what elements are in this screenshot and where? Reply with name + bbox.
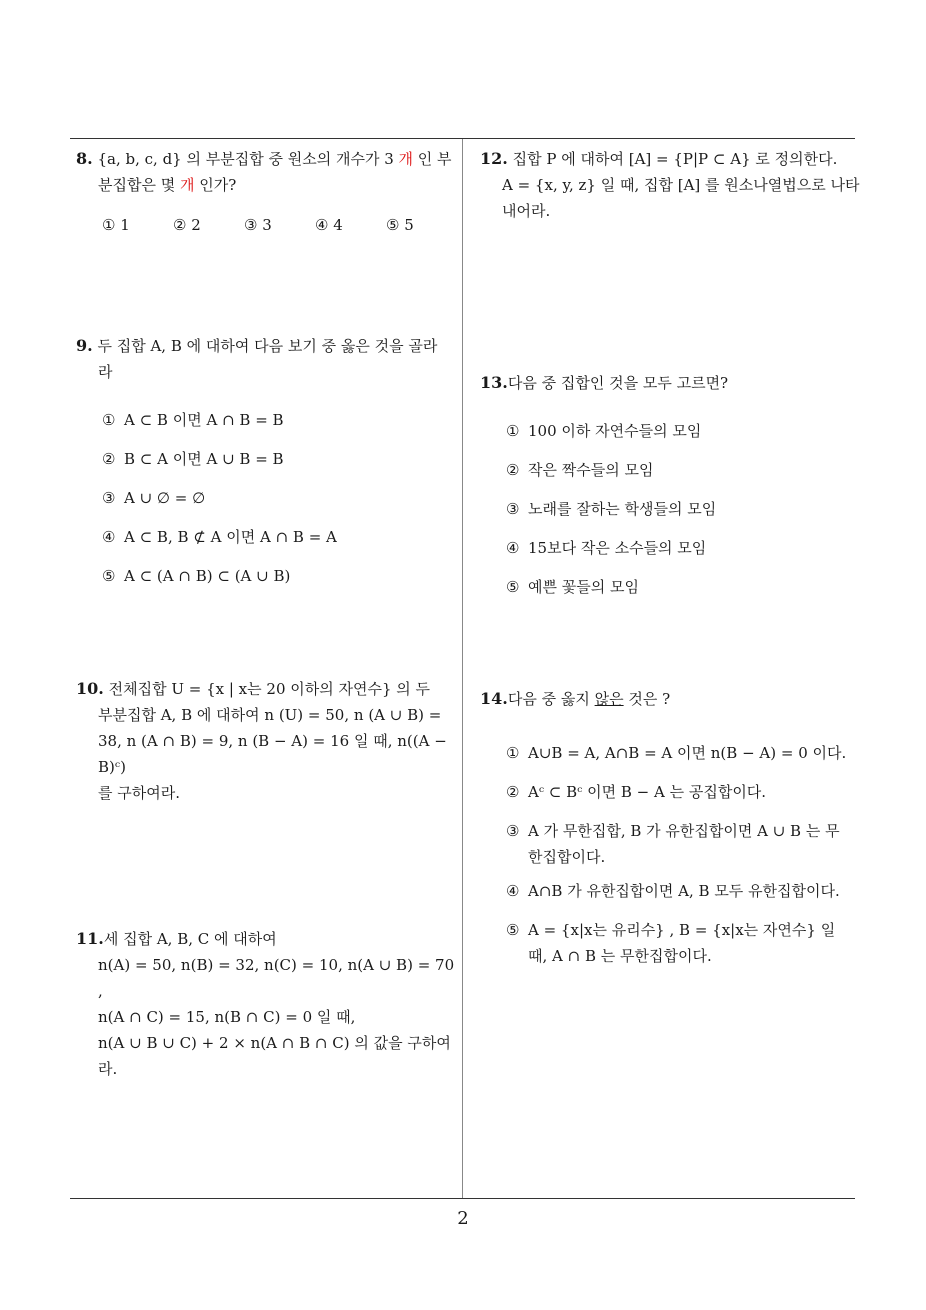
- question-9-options: [76, 407, 462, 602]
- option-1[interactable]: ① A∪B = A, A∩B = A 이면 n(B − A) = 0 이다.: [506, 744, 847, 762]
- option-2[interactable]: ② Aᶜ ⊂ Bᶜ 이면 B − A 는 공집합이다.: [506, 783, 767, 801]
- option-3[interactable]: ③ A ∪ ∅ = ∅: [102, 489, 206, 507]
- question-number: 13.: [480, 373, 508, 392]
- option-2[interactable]: ② B ⊂ A 이면 A ∪ B = B: [102, 450, 284, 468]
- question-8: 8. {a, b, c, d} 의 부분집합 중 원소의 개수가 3 개 인 부 분집합은 몇 개 인가? ① 1 ② 2 ③ 3 ④ 4 ⑤ 5: [76, 146, 462, 238]
- question-9: 9. 두 집합 A, B 에 대하여 다음 보기 중 옳은 것을 골라 라 ① A ⊂ B 이면 A ∩ B = B ② B ⊂ A 이면 A ∪ B = B ③ A ∪ ∅ = ∅ ④ A ⊂ B, B ⊄ A 이면 A ∩ B = A ⑤ A ⊂ (A ∩ B) ⊂ (A ∪ B): [76, 333, 462, 602]
- option-5[interactable]: ⑤ A = {x|x는 유리수} , B = {x|x는 자연수} 일 때, A ∩ B 는 무한집합이다.: [506, 921, 836, 965]
- question-12: 12. 집합 P 에 대하여 [A] = {P|P ⊂ A} 로 정의한다. A = {x, y, z} 일 때, 집합 [A] 를 원소나열법으로 나타 내어라.: [480, 149, 860, 220]
- option-4[interactable]: ④ 15보다 작은 소수들의 모임: [506, 539, 707, 557]
- highlight-text: 개: [398, 150, 414, 168]
- question-13-options: [480, 418, 860, 613]
- option-5[interactable]: ⑤ 5: [386, 216, 414, 234]
- question-number: 10.: [76, 679, 104, 698]
- question-14-options: [480, 740, 860, 969]
- highlight-text: 개: [180, 176, 195, 194]
- page-number: 2: [457, 1208, 469, 1229]
- question-10: 10. 전체집합 U = {x | x는 20 이하의 자연수} 의 두 부분집합 A, B 에 대하여 n (U) = 50, n (A ∪ B) = 38, n (A ∩ B) = 9, n (B − A) = 16 일 때, n((A − B)ᶜ) 를 구하여라.: [76, 679, 447, 802]
- question-8-stem: 8. {a, b, c, d} 의 부분집합 중 원소의 개수가 3 개 인 부: [76, 149, 452, 168]
- question-number: 8.: [76, 149, 93, 168]
- option-4[interactable]: ④ A∩B 가 유한집합이면 A, B 모두 유한집합이다.: [506, 882, 840, 900]
- option-4[interactable]: ④ 4: [315, 216, 343, 234]
- question-number: 9.: [76, 336, 93, 355]
- question-14: 14.다음 중 옳지 않은 것은 ? ① A∪B = A, A∩B = A 이면 n(B − A) = 0 이다. ② Aᶜ ⊂ Bᶜ 이면 B − A 는 공집합이다. ③ A 가 무한집합, B 가 유한집합이면 A ∪ B 는 무 한집합이다. ④ A∩B 가 유한집합이면 A, B 모두 유한집합이다. ⑤ A = {x|x는 유리수} , B = {x|x는 자연수} 일 때, A ∩ B 는 무한집합이다.: [480, 686, 860, 977]
- option-2[interactable]: ② 작은 짝수들의 모임: [506, 461, 654, 479]
- question-number: 12.: [480, 149, 508, 168]
- option-1[interactable]: ① A ⊂ B 이면 A ∩ B = B: [102, 411, 284, 429]
- option-3[interactable]: ③ 노래를 잘하는 학생들의 모임: [506, 500, 717, 518]
- option-5[interactable]: ⑤ 예쁜 꽃들의 모임: [506, 578, 639, 596]
- option-4[interactable]: ④ A ⊂ B, B ⊄ A 이면 A ∩ B = A: [102, 528, 337, 546]
- option-2[interactable]: ② 2: [173, 216, 201, 234]
- option-1[interactable]: ① 1: [102, 216, 130, 234]
- bottom-rule: [70, 1198, 855, 1199]
- question-8-options: [76, 212, 462, 238]
- question-13: 13.다음 중 집합인 것을 모두 고르면? ① 100 이하 자연수들의 모임 ② 작은 짝수들의 모임 ③ 노래를 잘하는 학생들의 모임 ④ 15보다 작은 소수들의 모임 ⑤ 예쁜 꽃들의 모임: [480, 370, 860, 613]
- question-number: 11.: [76, 929, 104, 948]
- question-number: 14.: [480, 689, 508, 708]
- option-1[interactable]: ① 100 이하 자연수들의 모임: [506, 422, 702, 440]
- option-5[interactable]: ⑤ A ⊂ (A ∩ B) ⊂ (A ∪ B): [102, 567, 291, 585]
- question-11: 11.세 집합 A, B, C 에 대하여 n(A) = 50, n(B) = 32, n(C) = 10, n(A ∪ B) = 70 , n(A ∩ C) = 15, n(B ∩ C) = 0 일 때, n(A ∪ B ∪ C) + 2 × n(A ∩ B ∩ C) 의 값을 구하여라.: [76, 929, 455, 1078]
- option-3[interactable]: ③ A 가 무한집합, B 가 유한집합이면 A ∪ B 는 무 한집합이다.: [506, 822, 840, 866]
- column-divider: [462, 139, 463, 1199]
- option-3[interactable]: ③ 3: [244, 216, 272, 234]
- underlined-text: 않은: [594, 690, 624, 708]
